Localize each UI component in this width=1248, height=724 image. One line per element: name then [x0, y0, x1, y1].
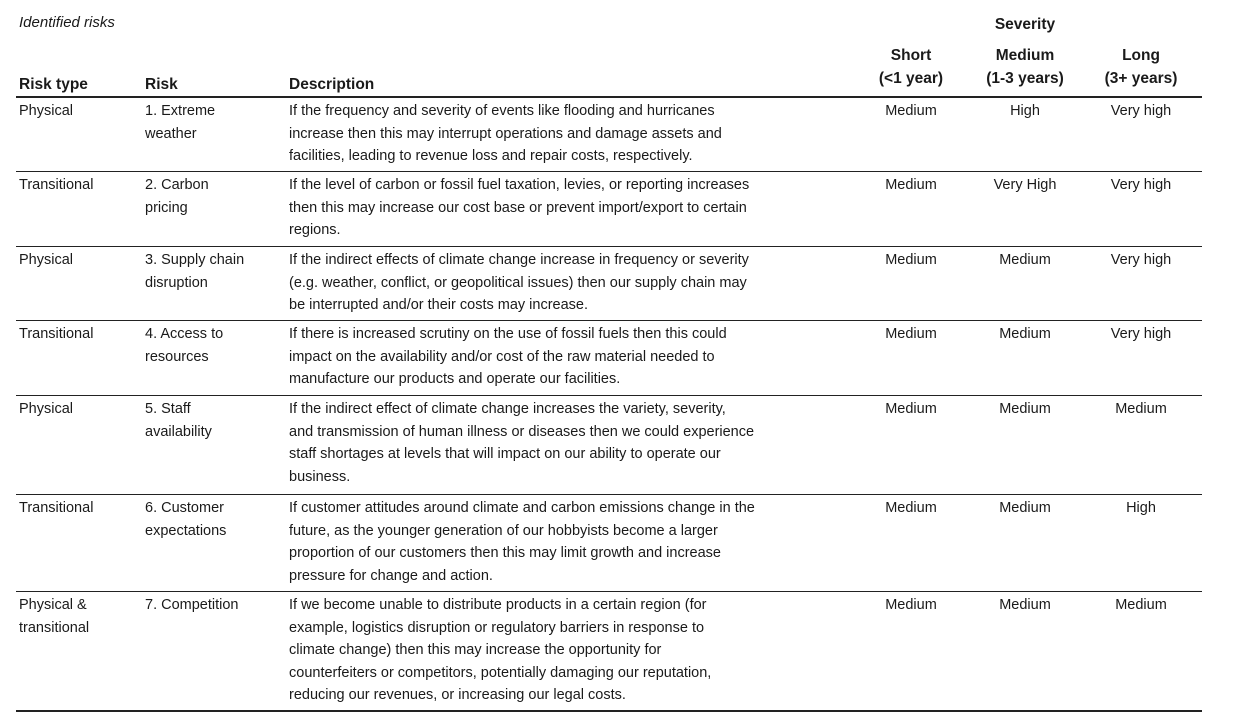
description-cell: If the indirect effects of climate change increase in frequency or severity (e.g. weather, conflict, or geopolitical issues) then our supply chain may be interrupted and/or their costs may increase.	[289, 252, 749, 314]
medium-term-severity: Very High	[993, 177, 1057, 193]
header-risk: Risk	[145, 76, 178, 93]
header-severity: Severity	[994, 16, 1056, 33]
risk-type-cell: Physical	[19, 103, 73, 119]
row-divider	[16, 710, 1202, 712]
description-cell: If customer attitudes around climate and carbon emissions change in the future, as the younger generation of our hobbyists become a larger proportion of our customers then this may limit growth and increase pressure for change and action.	[289, 500, 755, 584]
header-short-label: Short	[890, 47, 932, 64]
table-row	[16, 396, 1202, 494]
medium-term-severity: Medium	[999, 326, 1051, 342]
long-term-severity: Very high	[1110, 103, 1172, 119]
header-risk-type: Risk type	[19, 76, 88, 93]
risk-cell: 4. Access to resources	[145, 326, 224, 365]
table-row	[16, 247, 1202, 320]
long-term-severity: Very high	[1110, 252, 1172, 268]
risk-type-cell: Physical	[19, 401, 73, 417]
risk-type-cell: Transitional	[19, 500, 94, 516]
short-term-severity: Medium	[885, 177, 937, 193]
risk-cell: 3. Supply chain disruption	[145, 252, 245, 291]
header-medium-label: Medium	[995, 47, 1055, 64]
short-term-severity: Medium	[885, 326, 937, 342]
medium-term-severity: Medium	[999, 597, 1051, 613]
medium-term-severity: Medium	[999, 500, 1051, 516]
risk-type-cell: Transitional	[19, 177, 94, 193]
short-term-severity: Medium	[885, 252, 937, 268]
header-long	[1086, 44, 1196, 90]
header-short-range: (<1 year)	[878, 70, 944, 87]
header-long-range: (3+ years)	[1104, 70, 1178, 87]
header-short	[856, 44, 966, 90]
table-row	[16, 592, 1202, 710]
medium-term-severity: Medium	[999, 401, 1051, 417]
short-term-severity: Medium	[885, 597, 937, 613]
risk-cell: 1. Extreme weather	[145, 103, 216, 142]
medium-term-severity: High	[1010, 103, 1040, 119]
risk-type-cell: Physical & transitional	[19, 597, 90, 636]
risk-cell: 2. Carbon pricing	[145, 177, 209, 216]
header-description: Description	[289, 76, 375, 93]
header-long-label: Long	[1122, 47, 1160, 64]
short-term-severity: Medium	[885, 103, 937, 119]
long-term-severity: Medium	[1115, 401, 1167, 417]
header-medium-range: (1-3 years)	[986, 70, 1064, 87]
table-row	[16, 98, 1202, 171]
risk-type-cell: Physical	[19, 252, 73, 268]
table-row	[16, 495, 1202, 591]
long-term-severity: Medium	[1115, 597, 1167, 613]
risk-cell: 6. Customer expectations	[145, 500, 227, 539]
table-caption: Identified risks	[19, 14, 115, 31]
description-cell: If we become unable to distribute products in a certain region (for example, logistics disruption or regulatory barriers in response to climate change) then this may increase the opportunity for counterfeiters or competitors, potentially damaging our reputation, reducing our revenues, or increasing our legal costs.	[289, 597, 712, 704]
header-medium	[970, 44, 1080, 90]
description-cell: If the indirect effect of climate change increases the variety, severity, and transmission of human illness or diseases then we could experience staff shortages at levels that will impact on our ability to operate our business.	[289, 401, 755, 485]
description-cell: If there is increased scrutiny on the use of fossil fuels then this could impact on the availability and/or cost of the raw material needed to manufacture our products and operate our facilities.	[289, 326, 727, 388]
short-term-severity: Medium	[885, 500, 937, 516]
description-cell: If the frequency and severity of events like flooding and hurricanes increase then this may interrupt operations and damage assets and facilities, leading to revenue loss and repair costs, respectively.	[289, 103, 722, 165]
table-row	[16, 321, 1202, 395]
risk-type-cell: Transitional	[19, 326, 94, 342]
short-term-severity: Medium	[885, 401, 937, 417]
long-term-severity: High	[1126, 500, 1156, 516]
table-row	[16, 172, 1202, 246]
risk-cell: 5. Staff availability	[145, 401, 212, 440]
long-term-severity: Very high	[1110, 177, 1172, 193]
long-term-severity: Very high	[1110, 326, 1172, 342]
risk-cell: 7. Competition	[145, 597, 239, 613]
description-cell: If the level of carbon or fossil fuel taxation, levies, or reporting increases then this may increase our cost base or prevent import/export to certain regions.	[289, 177, 750, 239]
medium-term-severity: Medium	[999, 252, 1051, 268]
